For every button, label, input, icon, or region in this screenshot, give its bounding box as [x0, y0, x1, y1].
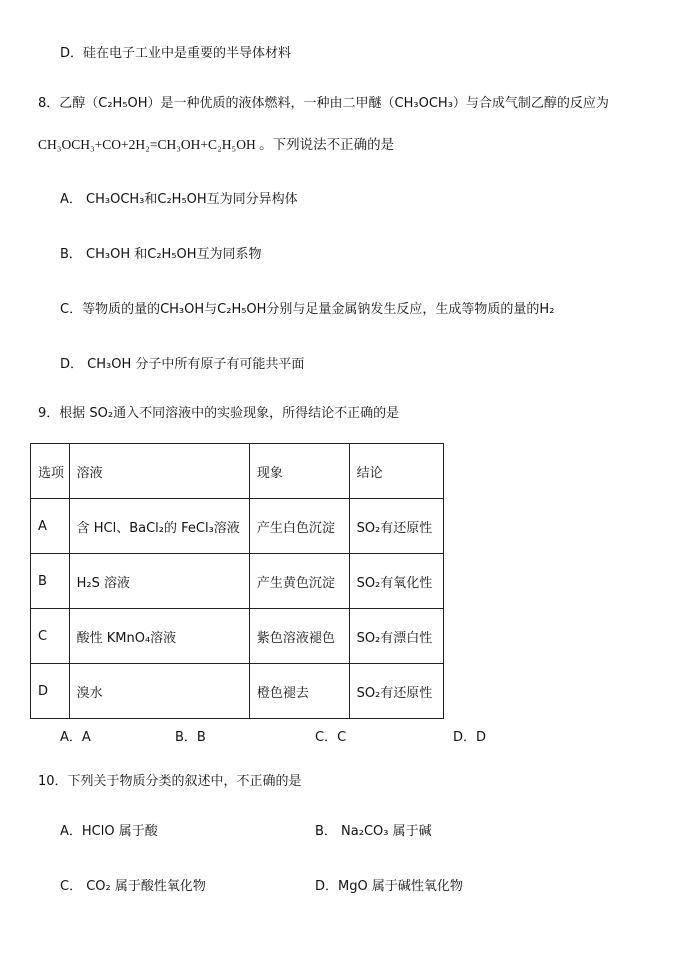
- table-header-row: [31, 444, 444, 499]
- q8-option-d: D． CH₃OH 分子中所有原子有可能共平面: [60, 357, 305, 372]
- q9-option-c: C．C: [315, 730, 347, 745]
- table-header-cell: 选项: [31, 444, 70, 499]
- q10-stem: 10．下列关于物质分类的叙述中，不正确的是: [38, 774, 302, 789]
- table-cell: SO₂有氧化性: [349, 554, 443, 609]
- table-cell: SO₂有还原性: [349, 499, 443, 554]
- table-cell: 溴水: [69, 664, 249, 719]
- table-row: [31, 664, 444, 719]
- table-cell: 酸性 KMnO₄溶液: [69, 609, 249, 664]
- q7-option-d: D．硅在电子工业中是重要的半导体材料: [60, 46, 292, 61]
- table-cell: D: [31, 664, 70, 719]
- q9-option-d: D．D: [453, 730, 487, 745]
- q8-option-b: B． CH₃OH 和C₂H₅OH互为同系物: [60, 247, 262, 262]
- table-cell: H₂S 溶液: [69, 554, 249, 609]
- q10-option-d: D．MgO 属于碱性氧化物: [315, 879, 463, 894]
- table-header-cell: 结论: [349, 444, 443, 499]
- q8-stem-line2: CH₃OCH₃+CO+2H₂=CH₃OH+C₂H₅OH 。下列说法不正确的是: [38, 137, 395, 152]
- q9-option-a: A．A: [60, 730, 91, 745]
- table-cell: SO₂有漂白性: [349, 609, 443, 664]
- table-cell: 紫色溶液褪色: [249, 609, 349, 664]
- table-cell: 产生白色沉淀: [249, 499, 349, 554]
- q8-option-a: A． CH₃OCH₃和C₂H₅OH互为同分异构体: [60, 192, 298, 207]
- table-cell: 橙色褪去: [249, 664, 349, 719]
- table-header-cell: 现象: [249, 444, 349, 499]
- q10-option-a: A．HClO 属于酸: [60, 824, 158, 839]
- q10-option-b: B． Na₂CO₃ 属于碱: [315, 824, 432, 839]
- table-cell: B: [31, 554, 70, 609]
- q8-stem-line1: 8．乙醇（C₂H₅OH）是一种优质的液体燃料，一种由二甲醚（CH₃OCH₃）与合成气制乙醇的反应为: [38, 96, 609, 111]
- q9-table: [30, 443, 444, 719]
- table-cell: 产生黄色沉淀: [249, 554, 349, 609]
- q10-option-c: C． CO₂ 属于酸性氧化物: [60, 879, 206, 894]
- table-cell: A: [31, 499, 70, 554]
- table-header-cell: 溶液: [69, 444, 249, 499]
- table-cell: C: [31, 609, 70, 664]
- q8-option-c: C．等物质的量的CH₃OH与C₂H₅OH分别与足量金属钠发生反应，生成等物质的量的H₂: [60, 302, 555, 317]
- table-cell: SO₂有还原性: [349, 664, 443, 719]
- q9-option-b: B．B: [175, 730, 206, 745]
- table-cell: 含 HCl、BaCl₂的 FeCl₃溶液: [69, 499, 249, 554]
- table-row: [31, 609, 444, 664]
- table-row: [31, 499, 444, 554]
- q9-stem: 9．根据 SO₂通入不同溶液中的实验现象，所得结论不正确的是: [38, 406, 400, 421]
- table-row: [31, 554, 444, 609]
